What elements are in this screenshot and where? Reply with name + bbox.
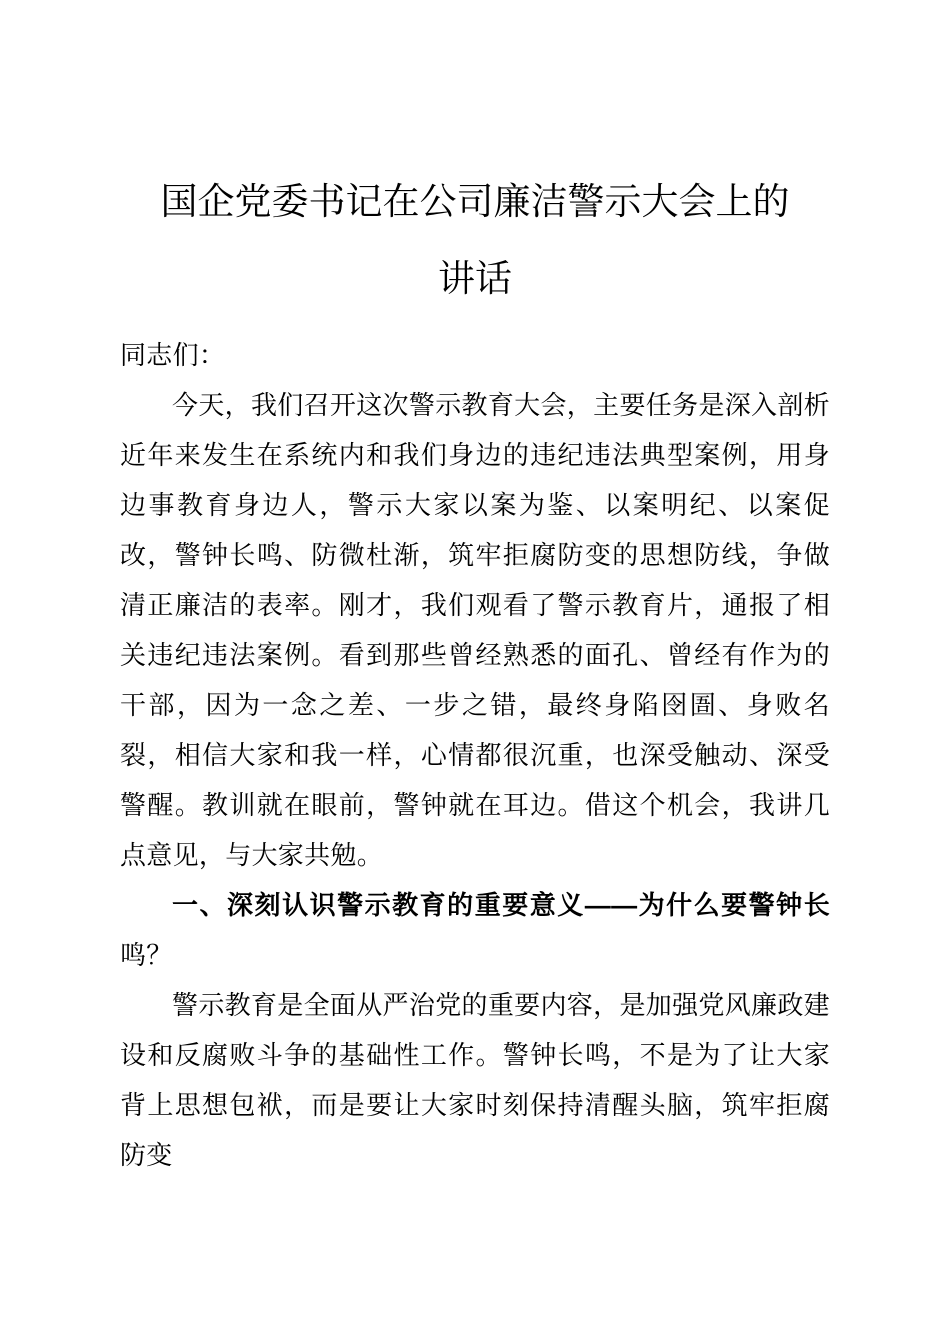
document-title-line-2: 讲话	[438, 258, 512, 299]
paragraph-opening: 今天，我们召开这次警示教育大会，主要任务是深入剖析近年来发生在系统内和我们身边的违纪违法典型案例，用身边事教育身边人，警示大家以案为鉴、以案明纪、以案促改，警钟长鸣、防微杜渐，筑牢拒腐防变的思想防线，争做清正廉洁的表率。刚才，我们观看了警示教育片，通报了相关违纪违法案例。看到那些曾经熟悉的面孔、曾经有作为的干部，因为一念之差、一步之错，最终身陷囹圄、身败名裂，相信大家和我一样，心情都很沉重，也深受触动、深受警醒。教训就在眼前，警钟就在耳边。借这个机会，我讲几点意见，与大家共勉。	[120, 390, 830, 870]
page-content	[120, 163, 830, 1180]
document-title-line-1: 国企党委书记在公司廉洁警示大会上的	[160, 181, 790, 222]
paragraph-section-body: 警示教育是全面从严治党的重要内容，是加强党风廉政建设和反腐败斗争的基础性工作。警钟长鸣，不是为了让大家背上思想包袱，而是要让大家时刻保持清醒头脑，筑牢拒腐防变	[120, 990, 830, 1170]
document-body	[120, 330, 830, 1180]
section-heading-regular-part: 鸣？	[120, 940, 173, 970]
salutation: 同志们：	[120, 340, 226, 370]
section-heading	[120, 880, 830, 980]
document-title	[120, 163, 830, 317]
section-heading-bold-part: 一、深刻认识警示教育的重要意义——为什么要警钟长	[172, 890, 830, 920]
